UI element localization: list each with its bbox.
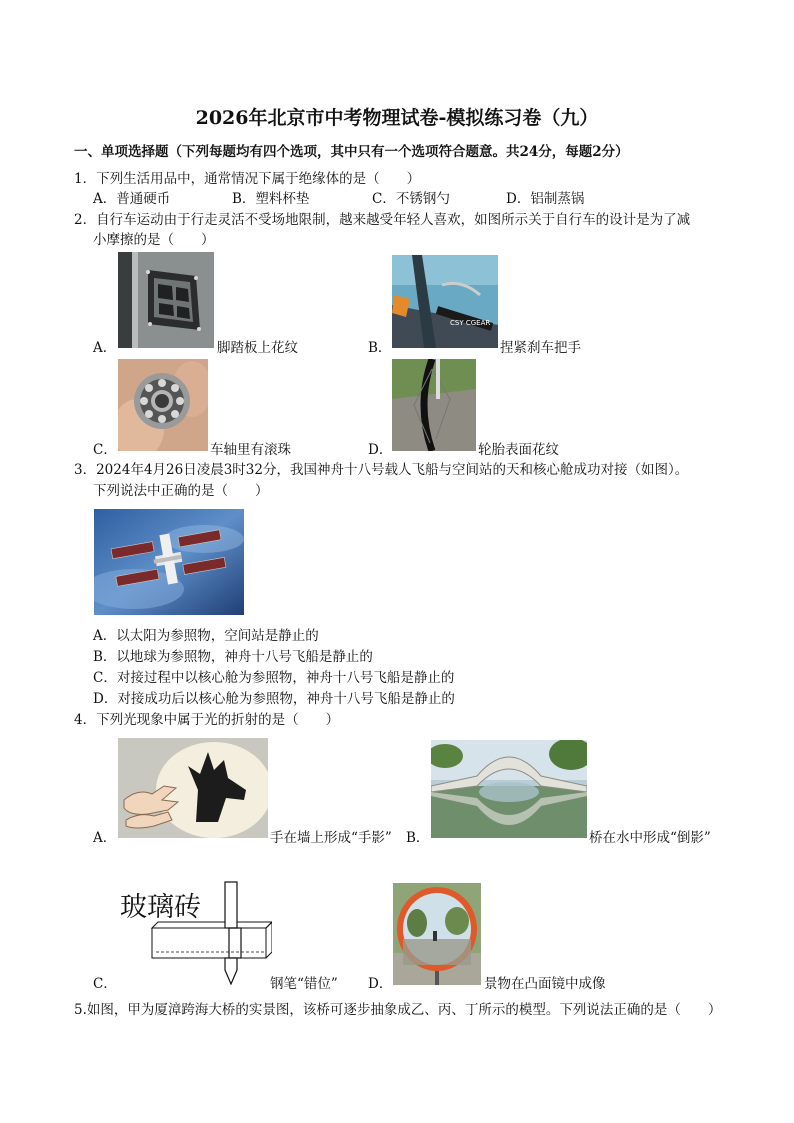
- convex-mirror-photo: [393, 883, 481, 985]
- q5-stem: 5.如图，甲为厦漳跨海大桥的实景图，该桥可逐步抽象成乙、丙、丁所示的模型。下列说法正确的是（ ）: [74, 1002, 722, 1018]
- q2-option-b-caption: 捏紧刹车把手: [500, 340, 581, 356]
- q3-option-d: D．对接成功后以核心舱为参照物，神舟十八号飞船是静止的: [93, 691, 455, 707]
- glass-pen-figure: [116, 880, 272, 985]
- q3-stem-line2: 下列说法中正确的是（ ）: [93, 483, 269, 499]
- q2-option-c-caption: 车轴里有滚珠: [210, 442, 291, 458]
- q4-stem: 4．下列光现象中属于光的折射的是（ ）: [74, 712, 340, 728]
- q2-stem-line1: 2．自行车运动由于行走灵活不受场地限制，越来越受年轻人喜欢，如图所示关于自行车的设计是为了减: [74, 212, 691, 228]
- q4-option-c-caption: 钢笔“错位”: [270, 976, 338, 992]
- q1-option-b: B．塑料杯垫: [232, 191, 310, 207]
- space-station-photo: [94, 509, 244, 615]
- q3-option-a: A．以太阳为参照物，空间站是静止的: [93, 628, 319, 644]
- bridge-photo: [431, 740, 587, 838]
- brake-photo: [392, 255, 498, 348]
- q1-option-d: D．铝制蒸锅: [506, 191, 585, 207]
- q4-option-a-caption: 手在墙上形成“手影”: [270, 830, 392, 846]
- q4-option-b-caption: 桥在水中形成“倒影”: [589, 830, 711, 846]
- q1-option-c: C．不锈钢勺: [372, 191, 450, 207]
- glass-brick-label: 玻璃砖: [120, 892, 201, 923]
- tire-photo: [392, 359, 476, 451]
- pedal-photo: [118, 252, 214, 348]
- q2-option-d-letter: D．: [368, 442, 393, 458]
- q3-option-c: C．对接过程中以核心舱为参照物，神舟十八号飞船是静止的: [93, 670, 455, 686]
- q2-option-d-caption: 轮胎表面花纹: [478, 442, 559, 458]
- section-heading: 一、单项选择题（下列每题均有四个选项，其中只有一个选项符合题意。共24分，每题2分）: [74, 144, 629, 160]
- q3-stem-line1: 3．2024年4月26日凌晨3时32分，我国神舟十八号载人飞船与空间站的天和核心舱成功对接（如图）。: [74, 462, 689, 478]
- q4-option-d-letter: D．: [368, 976, 393, 992]
- page-title: 2026年北京市中考物理试卷-模拟练习卷（九）: [195, 107, 599, 129]
- q4-option-d-caption: 景物在凸面镜中成像: [484, 976, 606, 992]
- q3-option-b: B．以地球为参照物，神舟十八号飞船是静止的: [93, 649, 373, 665]
- q4-option-c-letter: C．: [93, 976, 117, 992]
- q2-option-b-letter: B．: [368, 340, 392, 356]
- q2-option-a-letter: A．: [93, 340, 117, 356]
- hand-shadow-photo: [118, 738, 268, 838]
- q4-option-b-letter: B．: [406, 830, 430, 846]
- q2-option-a-caption: 脚踏板上花纹: [217, 340, 298, 356]
- q1-option-a: A．普通硬币: [93, 191, 171, 207]
- q4-option-a-letter: A．: [93, 830, 117, 846]
- q2-stem-line2: 小摩擦的是（ ）: [93, 232, 215, 248]
- q2-option-c-letter: C．: [93, 442, 117, 458]
- bearing-photo: [118, 359, 208, 451]
- q1-stem: 1．下列生活用品中，通常情况下属于绝缘体的是（ ）: [74, 171, 421, 187]
- brake-brand-text: CSY CGEAR: [450, 319, 491, 327]
